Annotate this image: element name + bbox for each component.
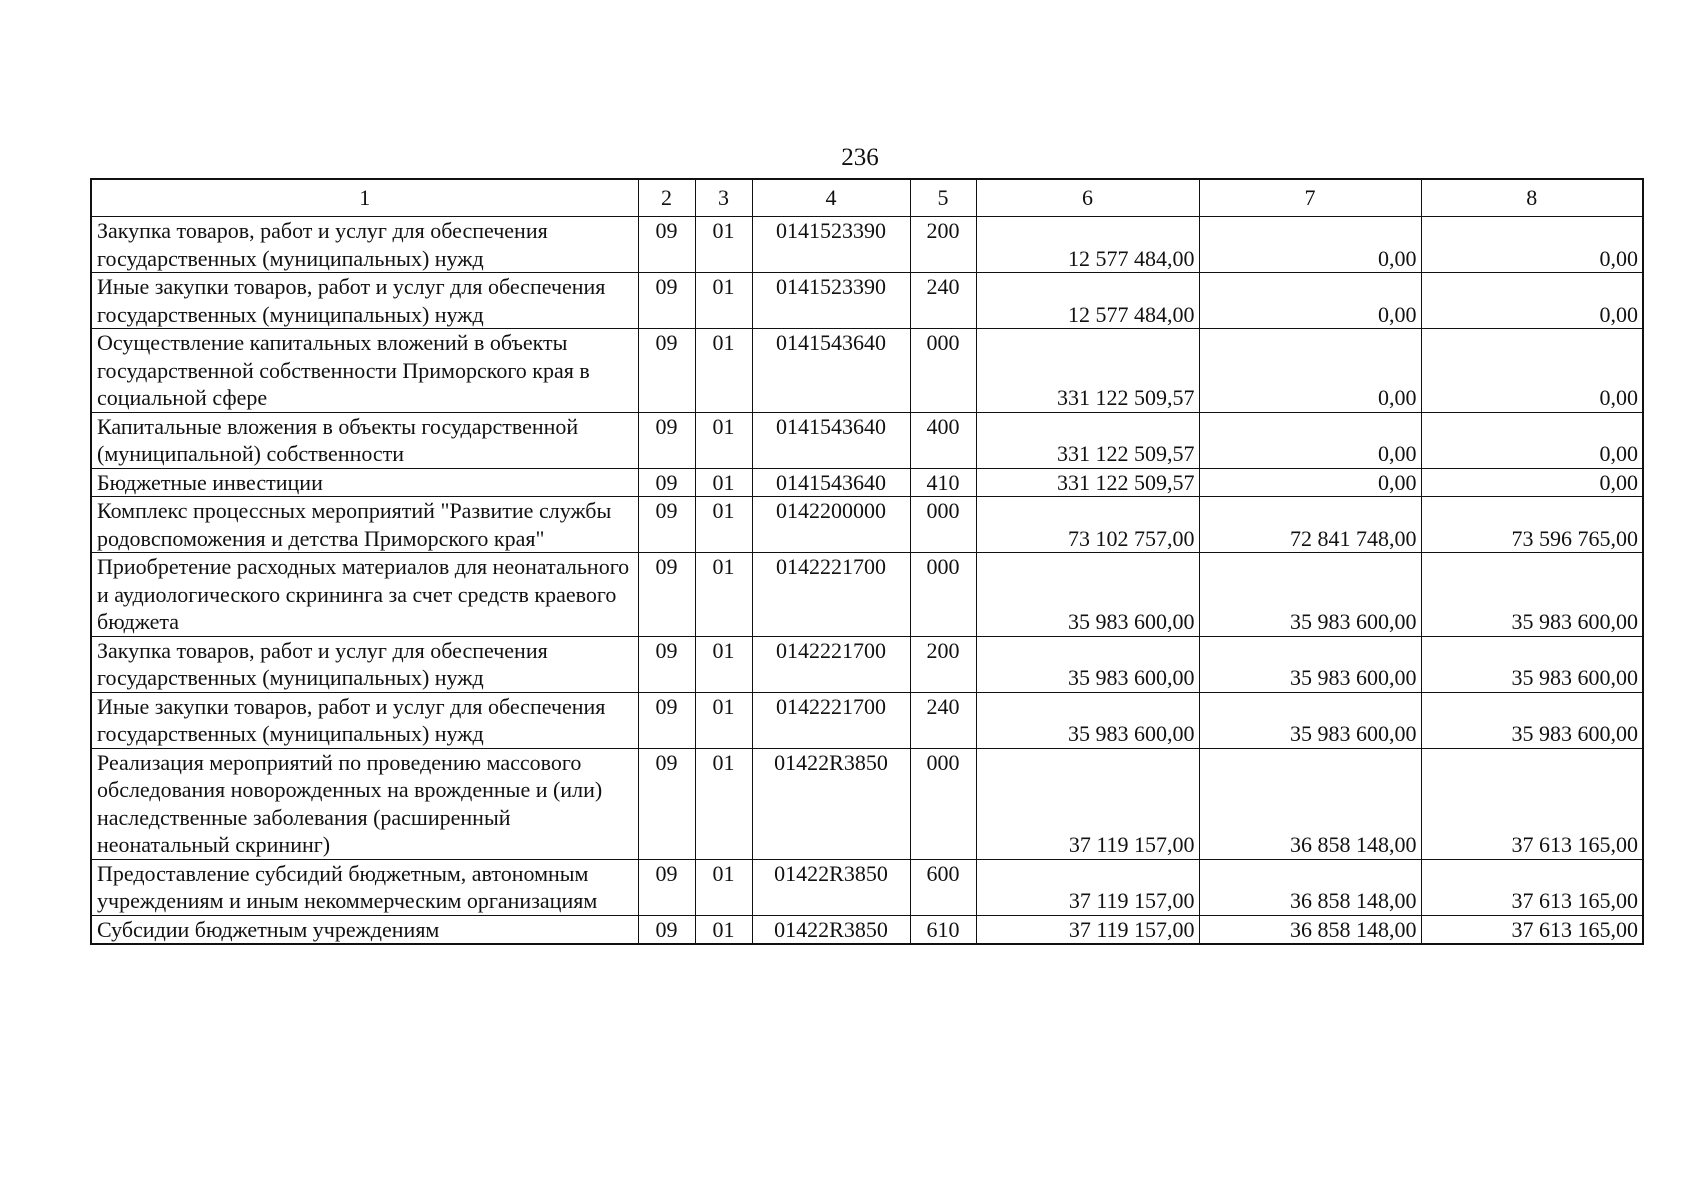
item-name: Реализация мероприятий по проведению массового обследования новорожденных на врожденные и (или) наследственные заболевания (расширенный неонатальный скрининг) [91,748,638,859]
column-header-2: 2 [638,179,695,217]
item-name: Иные закупки товаров, работ и услуг для обеспечения государственных (муниципальных) нужд [91,273,638,329]
section-code: 09 [638,273,695,329]
subsection-code: 01 [695,217,752,273]
target-item-code: 0142221700 [752,553,910,637]
amount-col-6: 37 119 157,00 [976,915,1199,944]
section-code: 09 [638,497,695,553]
table-body [91,217,1643,945]
amount-col-7: 0,00 [1199,412,1421,468]
table-row [91,915,1643,944]
expense-type-code: 200 [910,636,976,692]
amount-col-8: 0,00 [1421,412,1643,468]
amount-col-7: 0,00 [1199,273,1421,329]
subsection-code: 01 [695,636,752,692]
amount-col-7: 0,00 [1199,217,1421,273]
amount-col-6: 12 577 484,00 [976,217,1199,273]
amount-col-7: 0,00 [1199,468,1421,497]
section-code: 09 [638,859,695,915]
amount-col-8: 37 613 165,00 [1421,915,1643,944]
amount-col-8: 35 983 600,00 [1421,692,1643,748]
expense-type-code: 000 [910,553,976,637]
page-number: 236 [841,144,879,171]
subsection-code: 01 [695,915,752,944]
amount-col-6: 73 102 757,00 [976,497,1199,553]
expense-type-code: 200 [910,217,976,273]
table-row [91,748,1643,859]
amount-col-7: 36 858 148,00 [1199,915,1421,944]
amount-col-8: 37 613 165,00 [1421,859,1643,915]
subsection-code: 01 [695,412,752,468]
table-row [91,412,1643,468]
amount-col-7: 36 858 148,00 [1199,748,1421,859]
item-name: Комплекс процессных мероприятий "Развитие службы родовспоможения и детства Приморского края" [91,497,638,553]
section-code: 09 [638,329,695,413]
expense-type-code: 600 [910,859,976,915]
expense-type-code: 000 [910,748,976,859]
item-name: Субсидии бюджетным учреждениям [91,915,638,944]
section-code: 09 [638,553,695,637]
section-code: 09 [638,748,695,859]
subsection-code: 01 [695,748,752,859]
amount-col-7: 72 841 748,00 [1199,497,1421,553]
amount-col-6: 35 983 600,00 [976,553,1199,637]
target-item-code: 0142221700 [752,692,910,748]
expense-type-code: 610 [910,915,976,944]
target-item-code: 0141523390 [752,217,910,273]
amount-col-7: 36 858 148,00 [1199,859,1421,915]
target-item-code: 0141543640 [752,329,910,413]
target-item-code: 0142200000 [752,497,910,553]
amount-col-8: 0,00 [1421,329,1643,413]
section-code: 09 [638,692,695,748]
target-item-code: 0141523390 [752,273,910,329]
target-item-code: 01422R3850 [752,748,910,859]
item-name: Закупка товаров, работ и услуг для обеспечения государственных (муниципальных) нужд [91,217,638,273]
subsection-code: 01 [695,553,752,637]
amount-col-8: 35 983 600,00 [1421,636,1643,692]
table-row [91,692,1643,748]
amount-col-6: 37 119 157,00 [976,859,1199,915]
table-row [91,273,1643,329]
column-header-1: 1 [91,179,638,217]
item-name: Закупка товаров, работ и услуг для обеспечения государственных (муниципальных) нужд [91,636,638,692]
item-name: Осуществление капитальных вложений в объекты государственной собственности Приморского края в социальной сфере [91,329,638,413]
target-item-code: 0141543640 [752,412,910,468]
table-row [91,553,1643,637]
section-code: 09 [638,468,695,497]
target-item-code: 0142221700 [752,636,910,692]
amount-col-8: 73 596 765,00 [1421,497,1643,553]
column-header-4: 4 [752,179,910,217]
column-header-5: 5 [910,179,976,217]
target-item-code: 01422R3850 [752,915,910,944]
section-code: 09 [638,412,695,468]
subsection-code: 01 [695,859,752,915]
amount-col-6: 35 983 600,00 [976,692,1199,748]
amount-col-8: 0,00 [1421,217,1643,273]
table-row [91,859,1643,915]
expense-type-code: 410 [910,468,976,497]
expense-type-code: 000 [910,329,976,413]
amount-col-7: 35 983 600,00 [1199,692,1421,748]
column-header-7: 7 [1199,179,1421,217]
table-row [91,329,1643,413]
amount-col-8: 0,00 [1421,273,1643,329]
column-header-3: 3 [695,179,752,217]
subsection-code: 01 [695,497,752,553]
amount-col-8: 0,00 [1421,468,1643,497]
table-row [91,217,1643,273]
amount-col-7: 35 983 600,00 [1199,636,1421,692]
subsection-code: 01 [695,468,752,497]
subsection-code: 01 [695,692,752,748]
section-code: 09 [638,915,695,944]
target-item-code: 01422R3850 [752,859,910,915]
subsection-code: 01 [695,329,752,413]
target-item-code: 0141543640 [752,468,910,497]
item-name: Капитальные вложения в объекты государственной (муниципальной) собственности [91,412,638,468]
header-row [91,179,1643,217]
amount-col-7: 35 983 600,00 [1199,553,1421,637]
amount-col-6: 12 577 484,00 [976,273,1199,329]
amount-col-8: 35 983 600,00 [1421,553,1643,637]
amount-col-6: 37 119 157,00 [976,748,1199,859]
expense-type-code: 400 [910,412,976,468]
table-row [91,468,1643,497]
expense-type-code: 000 [910,497,976,553]
section-code: 09 [638,636,695,692]
section-code: 09 [638,217,695,273]
item-name: Предоставление субсидий бюджетным, автономным учреждениям и иным некоммерческим организациям [91,859,638,915]
budget-table [90,178,1644,945]
amount-col-8: 37 613 165,00 [1421,748,1643,859]
item-name: Приобретение расходных материалов для неонатального и аудиологического скрининга за счет средств краевого бюджета [91,553,638,637]
expense-type-code: 240 [910,273,976,329]
table-row [91,497,1643,553]
amount-col-6: 35 983 600,00 [976,636,1199,692]
subsection-code: 01 [695,273,752,329]
table-row [91,636,1643,692]
amount-col-7: 0,00 [1199,329,1421,413]
amount-col-6: 331 122 509,57 [976,329,1199,413]
item-name: Бюджетные инвестиции [91,468,638,497]
expense-type-code: 240 [910,692,976,748]
item-name: Иные закупки товаров, работ и услуг для обеспечения государственных (муниципальных) нужд [91,692,638,748]
amount-col-6: 331 122 509,57 [976,468,1199,497]
column-header-6: 6 [976,179,1199,217]
column-header-8: 8 [1421,179,1643,217]
amount-col-6: 331 122 509,57 [976,412,1199,468]
